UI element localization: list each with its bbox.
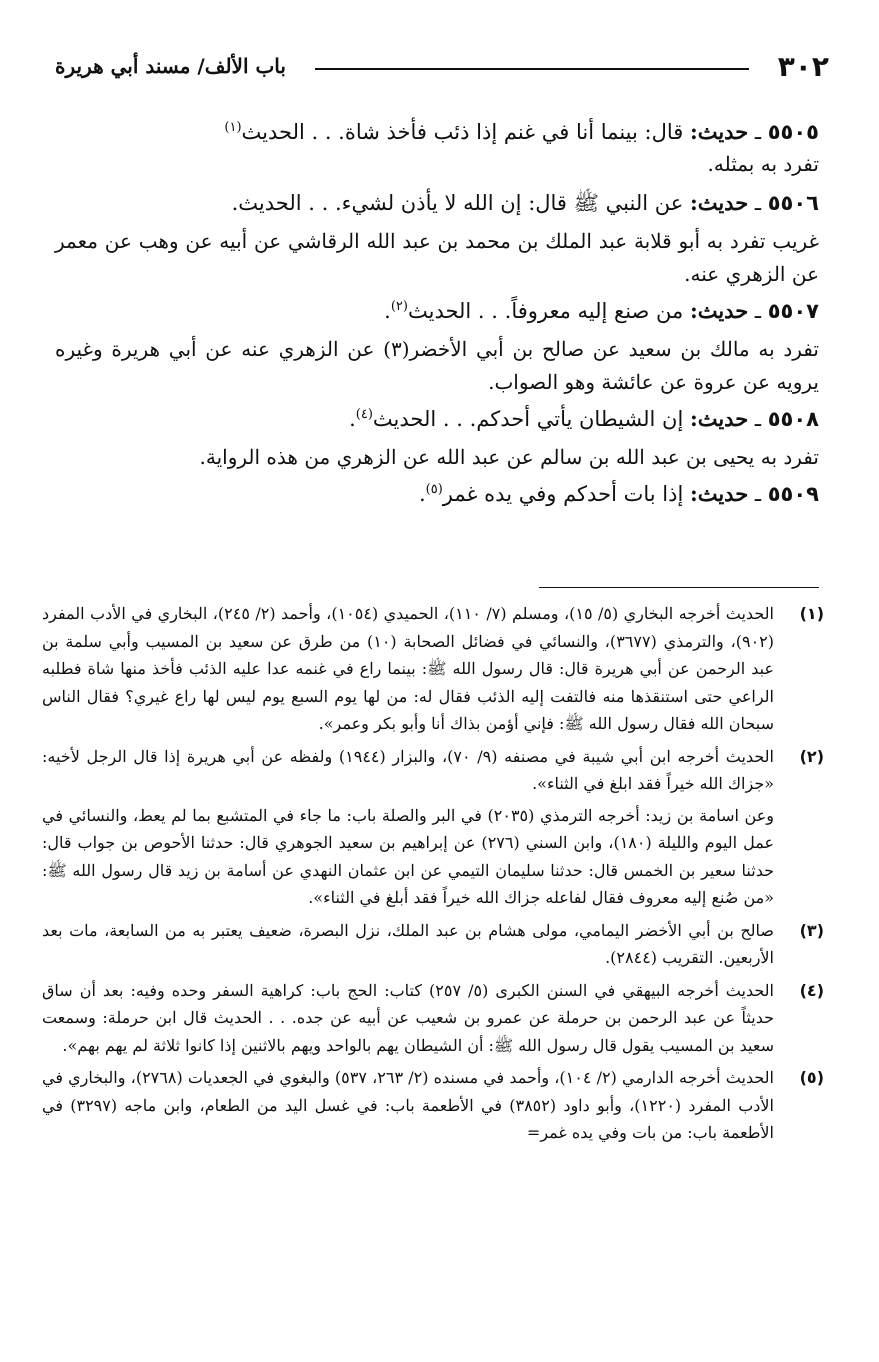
entry-keyword: حديث: xyxy=(689,298,749,323)
footnote-ref[interactable]: (٢) xyxy=(390,299,408,314)
footnote-label: (٢) xyxy=(799,746,824,766)
footnote xyxy=(42,1064,824,1147)
hadith-entry: ٥٥٠٦ ـ حديث: عن النبي ﷺ قال: إن الله لا يأذن لشيء. . . الحديث. xyxy=(231,190,819,215)
main-text xyxy=(55,112,819,510)
entry-keyword: حديث: xyxy=(689,406,749,431)
entry-text: عن النبي ﷺ قال: إن الله لا يأذن لشيء. . . الحديث. xyxy=(231,191,690,215)
entry-comment: غريب تفرد به أبو قلابة عبد الملك بن محمد بن عبد الله الرقاشي عن أبيه عن وهب عن معمر عن الزهري عنه. xyxy=(55,229,819,286)
entry-comment: تفرد به مالك بن سعيد عن صالح بن أبي الأخضر(٣) عن الزهري عنه عن أبي هريرة وغيره يرويه عن عروة عن عائشة وهو الصواب. xyxy=(55,337,819,394)
entry-text: إذا بات أحدكم وفي يده غمر xyxy=(442,482,690,506)
footnote xyxy=(42,977,824,1060)
entry-keyword: حديث: xyxy=(689,481,749,506)
footnote-ref[interactable]: (١) xyxy=(224,120,242,135)
footnote-text: الحديث أخرجه البيهقي في السنن الكبرى (٥/ ٢٥٧) كتاب: الحج باب: كراهية السفر وحده وفيه: بعد أن ساق حديثاً عن عبد الرحمن بن حرملة عن عمرو بن شعيب عن أبيه عن جده. . . الحديث قال ابن حرملة: وسمعت سعيد بن المسيب يقول قال رسول الله ﷺ: أن الشيطان يهم بالواحد ويهم بالاثنين إذا كانوا ثلاثة لم يهم بهم». xyxy=(42,980,774,1055)
footnote-text: صالح بن أبي الأخضر اليمامي، مولى هشام بن عبد الملك، نزل البصرة، ضعيف يعتبر به من السابعة، مات بعد الأربعين. التقريب (٢٨٤٤). xyxy=(42,920,774,967)
hadith-entry: ٥٥٠٧ ـ حديث: من صنع إليه معروفاً. . . الحديث$^{(٢)}$. xyxy=(384,298,819,323)
footnote-label: (٣) xyxy=(799,920,824,940)
hadith-entry: ٥٥٠٩ ـ حديث: إذا بات أحدكم وفي يده غمر$^{(٥)}$. xyxy=(418,481,819,506)
footnote-text: الحديث أخرجه البخاري (٥/ ١٥)، ومسلم (٧/ ١١٠)، الحميدي (١٠٥٤)، وأحمد (٢/ ٢٤٥)، البخاري في الأدب المفرد (٩٠٢)، والترمذي (٣٦٧٧)، والنسائي في فضائل الصحابة (١٠) من طرق عن سعيد بن المسيب وأبي سلمة بن عبد الرحمن عن أبي هريرة قال: قال رسول الله ﷺ: بينما راع في غنمه عدا عليه الذئب فأخذ منها شاة فطلبه الراعي حتى استنقذها منه فالتفت إليه الذئب فقال له: من لها يوم السبع يوم ليس لها راع غيري؟ فقال الناس سبحان الله فقال رسول الله ﷺ: فإني أؤمن بذاك أنا وأبو بكر وعمر». xyxy=(42,604,775,733)
footnote-text: وعن اسامة بن زيد: أخرجه الترمذي (٢٠٣٥) في البر والصلة باب: ما جاء في المتشبع بما لم يعط، والنسائي في عمل اليوم والليلة (١٨٠)، وابن السني (٢٧٦) عن إبراهيم بن سعيد الجوهري قال: حدثنا الأحوص بن جواب قال: حدثنا سعير بن الخمس قال: حدثنا سليمان التيمي عن ابن عثمان النهدي عن أسامة بن زيد قال رسول الله ﷺ: «من صُنع إليه معروف فقال لفاعله جزاك الله خيراً فقد أبلغ في الثناء». xyxy=(42,805,775,907)
footnote-ref[interactable]: (٤) xyxy=(355,407,373,422)
footnote xyxy=(42,600,824,738)
footnote-ref[interactable]: (٥) xyxy=(425,482,443,497)
footnote-text: الحديث أخرجه الدارمي (٢/ ١٠٤)، وأحمد في مسنده (٢/ ٢٦٣، ٥٣٧) والبغوي في الجعديات (٢٧٦٨)، والبخاري في الأدب المفرد (١٢٢٠)، وأبو داود (٣٨٥٢) في الأطعمة باب: في غسل اليد من الطعام، وابن ماجه (٣٢٩٧) في الأطعمة باب: من بات وفي يده غمر= xyxy=(42,1068,775,1142)
entry-comment: تفرد به يحيى بن عبد الله بن سالم عن عبد الله عن الزهري من هذه الرواية. xyxy=(199,445,819,469)
footnote-text: الحديث أخرجه ابن أبي شيبة في مصنفه (٩/ ٧٠)، والبزار (١٩٤٤) ولفظه عن أبي هريرة إذا قال الرجل لأخيه: «جزاك الله خيراً فقد ابلغ في الثناء». xyxy=(42,746,774,793)
running-title: باب الألف/ مسند أبي هريرة xyxy=(55,54,286,78)
footnote-label: (٥) xyxy=(799,1068,824,1087)
entry-number: ٥٥٠٥ xyxy=(767,120,819,144)
entry-end: . xyxy=(418,482,426,506)
hadith-entry: ٥٥٠٨ ـ حديث: إن الشيطان يأتي أحدكم. . . الحديث$^{(٤)}$. xyxy=(349,406,819,431)
footnote xyxy=(42,917,824,972)
entry-number: ٥٥٠٨ xyxy=(767,407,819,431)
entry-number: ٥٥٠٧ xyxy=(767,299,819,323)
hadith-entry: ٥٥٠٥ ـ حديث: قال: بينما أنا في غنم إذا ذئب فأخذ شاة. . . الحديث$^{(١)}$ xyxy=(224,119,819,144)
footnote-separator xyxy=(539,587,819,588)
footnote-label: (٤) xyxy=(799,980,824,1000)
footnote xyxy=(42,743,824,912)
footnote-label: (١) xyxy=(799,604,824,623)
footnotes xyxy=(42,600,824,1147)
entry-comment: تفرد به بمثله. xyxy=(707,152,819,176)
entry-text: قال: بينما أنا في غنم إذا ذئب فأخذ شاة. . . الحديث xyxy=(241,120,690,144)
entry-end: . xyxy=(349,407,356,431)
entry-number: ٥٥٠٩ xyxy=(767,482,819,506)
header-rule xyxy=(315,68,749,70)
entry-text: من صنع إليه معروفاً. . . الحديث xyxy=(407,299,690,323)
entry-keyword: حديث: xyxy=(689,190,749,215)
entry-text: إن الشيطان يأتي أحدكم. . . الحديث xyxy=(372,407,690,431)
page-header xyxy=(55,50,839,90)
page-number: ٣٠٢ xyxy=(777,50,829,83)
entry-keyword: حديث: xyxy=(689,119,749,144)
entry-end: . xyxy=(384,299,391,323)
entry-number: ٥٥٠٦ xyxy=(767,191,819,215)
